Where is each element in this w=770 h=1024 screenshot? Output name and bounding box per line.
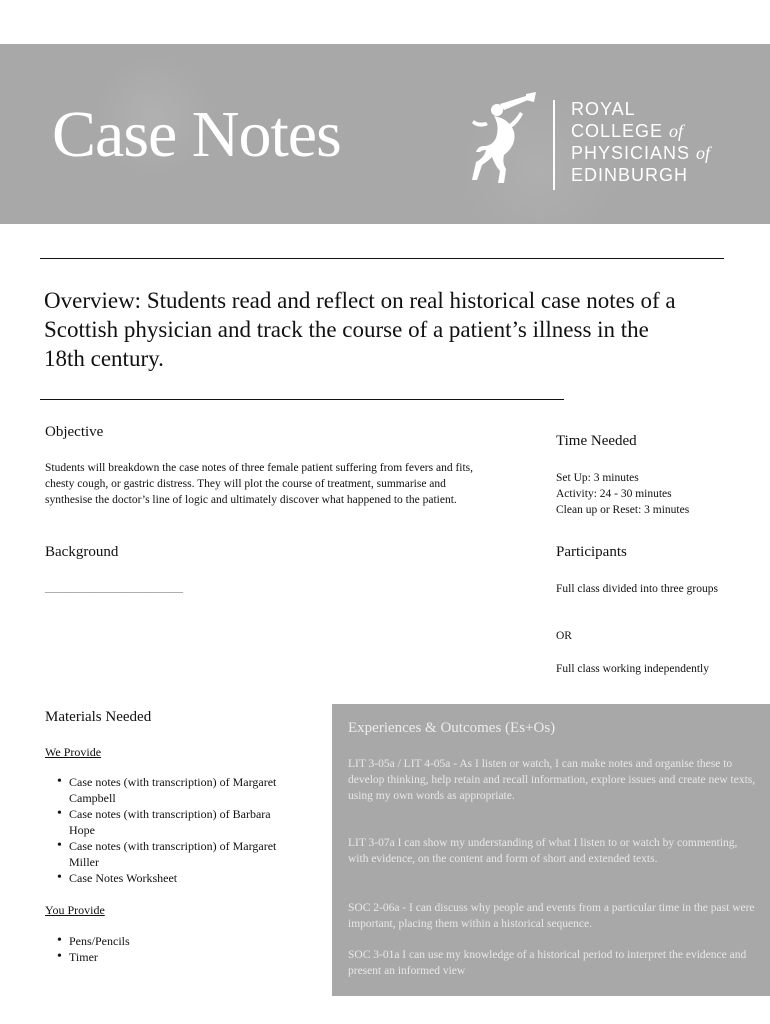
time-cleanup: Clean up or Reset: 3 minutes — [556, 504, 690, 516]
logo-line: ROYAL — [571, 99, 636, 119]
centaur-logo-icon — [464, 92, 544, 192]
you-provide-label: You Provide — [45, 903, 105, 917]
list-item: • Case notes (with transcription) of Margaret Campbell — [45, 774, 295, 806]
experiences-title: Experiences & Outcomes (Es+Os) — [348, 720, 556, 736]
list-item: • Pens/Pencils — [45, 933, 295, 949]
list-item: • Case notes (with transcription) of Margaret Miller — [45, 838, 295, 870]
background-heading: Background — [45, 544, 119, 560]
time-needed-heading: Time Needed — [556, 433, 637, 449]
background-text: ________________________ — [45, 582, 183, 594]
logo-wordmark — [571, 98, 710, 186]
time-needed-list — [556, 470, 756, 518]
logo-line: EDINBURGH — [571, 165, 689, 185]
participants-option-a: Full class divided into three groups — [556, 583, 718, 595]
page-title: Case Notes — [52, 98, 341, 171]
list-item: • Case notes (with transcription) of Barbara Hope — [45, 806, 295, 838]
objective-heading: Objective — [45, 424, 104, 440]
list-item: • Case Notes Worksheet — [45, 870, 295, 886]
eo-paragraph: LIT 3-05a / LIT 4-05a - As I listen or watch, I can make notes and organise these to develop thinking, help retain and recall information, explore issues and create new texts, using my own words as appropriate. — [348, 758, 756, 802]
materials-heading: Materials Needed — [45, 709, 152, 725]
divider-top — [40, 258, 724, 259]
time-setup: Set Up: 3 minutes — [556, 472, 639, 484]
time-activity: Activity: 24 - 30 minutes — [556, 488, 672, 500]
logo-line: PHYSICIANS of — [571, 143, 711, 163]
we-provide-list — [45, 774, 295, 886]
logo-line: COLLEGE of — [571, 121, 684, 141]
we-provide-label: We Provide — [45, 745, 102, 759]
overview-text: Overview: Students read and reflect on real historical case notes of a Scottish physician and track the course of a patient’s illness in the 18th century. — [44, 288, 676, 371]
experiences-outcomes-panel — [332, 704, 770, 996]
eo-paragraph: SOC 3-01a I can use my knowledge of a historical period to interpret the evidence and present an informed view — [348, 949, 747, 977]
you-provide-list — [45, 933, 295, 965]
participants-option-b: Full class working independently — [556, 663, 709, 675]
objective-text: Students will breakdown the case notes of three female patient suffering from fevers and fits, chesty cough, or gastric distress. They will plot the course of treatment, summarise and synthesise the doctor’s line of logic and ultimately discover what happened to the patient. — [45, 462, 474, 506]
divider-overview — [40, 399, 564, 400]
eo-paragraph: LIT 3-07a I can show my understanding of what I listen to or watch by commenting, with evidence, on the content and form of short and extended texts. — [348, 837, 738, 865]
logo-divider — [553, 100, 555, 190]
eo-paragraph: SOC 2-06a - I can discuss why people and events from a particular time in the past were important, placing them within a historical sequence. — [348, 902, 755, 930]
participants-heading: Participants — [556, 544, 627, 560]
participants-or: OR — [556, 630, 572, 642]
list-item: • Timer — [45, 949, 295, 965]
header-banner — [0, 44, 770, 224]
